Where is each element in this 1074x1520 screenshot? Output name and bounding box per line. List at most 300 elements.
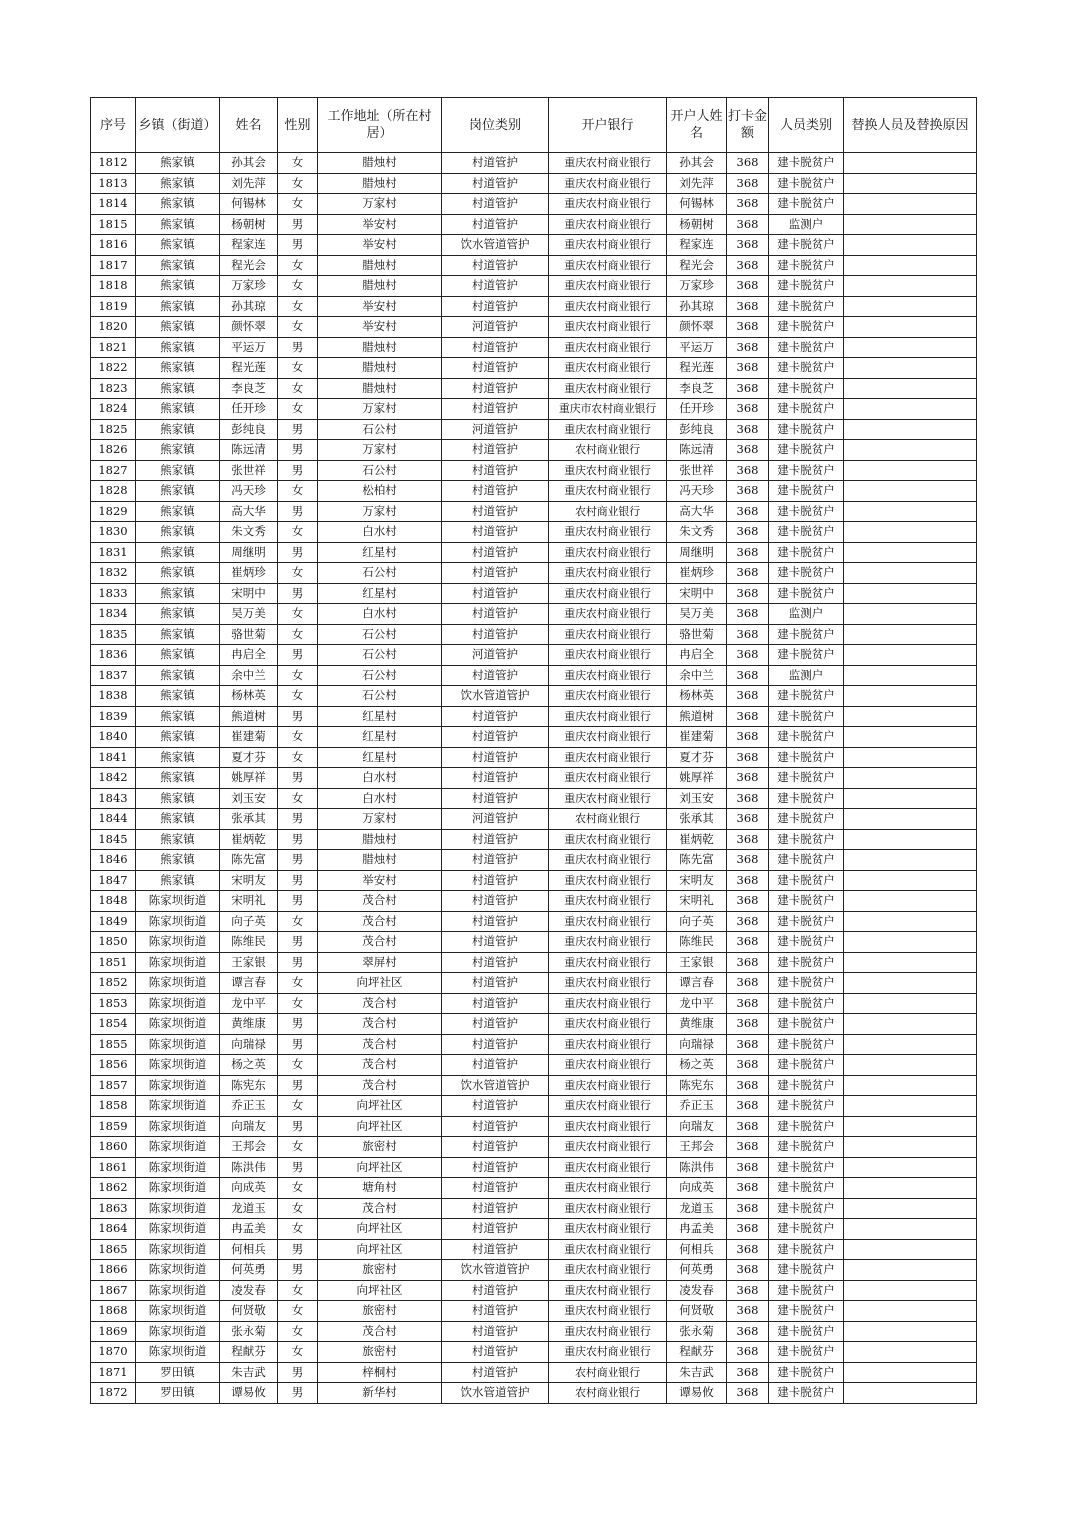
table-row [91, 788, 977, 809]
post-cell: 村道管护 [442, 952, 549, 973]
town-cell: 陈家坝街道 [136, 1137, 220, 1158]
holder-cell: 崔炳乾 [667, 829, 727, 850]
town-cell: 熊家镇 [136, 214, 220, 235]
address-cell: 举安村 [318, 870, 442, 891]
header-cell: 开户人姓名 [667, 98, 727, 153]
category-cell: 建卡脱贫户 [769, 1198, 844, 1219]
replacement-cell [844, 993, 977, 1014]
table-row [91, 440, 977, 461]
holder-cell: 程家连 [667, 235, 727, 256]
category-cell: 建卡脱贫户 [769, 296, 844, 317]
town-cell: 熊家镇 [136, 440, 220, 461]
name-cell: 张世祥 [220, 460, 278, 481]
name-cell: 龙中平 [220, 993, 278, 1014]
town-cell: 陈家坝街道 [136, 1014, 220, 1035]
seq-cell: 1869 [91, 1321, 136, 1342]
amount-cell: 368 [727, 522, 769, 543]
name-cell: 王邦会 [220, 1137, 278, 1158]
bank-cell: 重庆农村商业银行 [549, 1342, 667, 1363]
table-row [91, 563, 977, 584]
post-cell: 村道管护 [442, 1157, 549, 1178]
name-cell: 程家连 [220, 235, 278, 256]
replacement-cell [844, 317, 977, 338]
gender-cell: 男 [278, 1157, 318, 1178]
replacement-cell [844, 276, 977, 297]
category-cell: 建卡脱贫户 [769, 706, 844, 727]
bank-cell: 重庆农村商业银行 [549, 891, 667, 912]
replacement-cell [844, 1014, 977, 1035]
town-cell: 熊家镇 [136, 645, 220, 666]
holder-cell: 陈洪伟 [667, 1157, 727, 1178]
name-cell: 凌发春 [220, 1280, 278, 1301]
town-cell: 陈家坝街道 [136, 1075, 220, 1096]
post-cell: 村道管护 [442, 276, 549, 297]
replacement-cell [844, 1034, 977, 1055]
replacement-cell [844, 296, 977, 317]
amount-cell: 368 [727, 870, 769, 891]
holder-cell: 平运万 [667, 337, 727, 358]
name-cell: 杨朝树 [220, 214, 278, 235]
category-cell: 建卡脱贫户 [769, 583, 844, 604]
bank-cell: 重庆农村商业银行 [549, 481, 667, 502]
gender-cell: 女 [278, 255, 318, 276]
seq-cell: 1856 [91, 1055, 136, 1076]
town-cell: 陈家坝街道 [136, 1034, 220, 1055]
address-cell: 红星村 [318, 727, 442, 748]
amount-cell: 368 [727, 1157, 769, 1178]
post-cell: 村道管护 [442, 788, 549, 809]
gender-cell: 男 [278, 1014, 318, 1035]
post-cell: 村道管护 [442, 1137, 549, 1158]
replacement-cell [844, 952, 977, 973]
seq-cell: 1839 [91, 706, 136, 727]
amount-cell: 368 [727, 1239, 769, 1260]
category-cell: 建卡脱贫户 [769, 624, 844, 645]
name-cell: 宋明友 [220, 870, 278, 891]
seq-cell: 1867 [91, 1280, 136, 1301]
category-cell: 建卡脱贫户 [769, 829, 844, 850]
gender-cell: 女 [278, 665, 318, 686]
category-cell: 建卡脱贫户 [769, 911, 844, 932]
table-row [91, 624, 977, 645]
seq-cell: 1844 [91, 809, 136, 830]
address-cell: 石公村 [318, 624, 442, 645]
town-cell: 陈家坝街道 [136, 973, 220, 994]
replacement-cell [844, 850, 977, 871]
town-cell: 陈家坝街道 [136, 1198, 220, 1219]
replacement-cell [844, 911, 977, 932]
holder-cell: 崔炳珍 [667, 563, 727, 584]
post-cell: 饮水管道管护 [442, 1383, 549, 1404]
holder-cell: 何英勇 [667, 1260, 727, 1281]
gender-cell: 女 [278, 1280, 318, 1301]
amount-cell: 368 [727, 1055, 769, 1076]
post-cell: 河道管护 [442, 809, 549, 830]
name-cell: 崔炳珍 [220, 563, 278, 584]
gender-cell: 男 [278, 460, 318, 481]
table-row [91, 747, 977, 768]
holder-cell: 彭纯良 [667, 419, 727, 440]
post-cell: 村道管护 [442, 973, 549, 994]
gender-cell: 女 [278, 911, 318, 932]
amount-cell: 368 [727, 911, 769, 932]
name-cell: 乔正玉 [220, 1096, 278, 1117]
bank-cell: 重庆农村商业银行 [549, 768, 667, 789]
gender-cell: 女 [278, 399, 318, 420]
category-cell: 建卡脱贫户 [769, 1157, 844, 1178]
replacement-cell [844, 419, 977, 440]
category-cell: 建卡脱贫户 [769, 235, 844, 256]
gender-cell: 男 [278, 542, 318, 563]
gender-cell: 女 [278, 1301, 318, 1322]
address-cell: 翠屏村 [318, 952, 442, 973]
seq-cell: 1840 [91, 727, 136, 748]
bank-cell: 重庆农村商业银行 [549, 235, 667, 256]
replacement-cell [844, 522, 977, 543]
town-cell: 熊家镇 [136, 235, 220, 256]
town-cell: 熊家镇 [136, 337, 220, 358]
category-cell: 建卡脱贫户 [769, 255, 844, 276]
address-cell: 举安村 [318, 296, 442, 317]
gender-cell: 女 [278, 993, 318, 1014]
holder-cell: 向瑞禄 [667, 1034, 727, 1055]
bank-cell: 重庆农村商业银行 [549, 317, 667, 338]
seq-cell: 1836 [91, 645, 136, 666]
category-cell: 建卡脱贫户 [769, 850, 844, 871]
bank-cell: 重庆农村商业银行 [549, 378, 667, 399]
post-cell: 村道管护 [442, 255, 549, 276]
category-cell: 建卡脱贫户 [769, 952, 844, 973]
post-cell: 村道管护 [442, 440, 549, 461]
category-cell: 建卡脱贫户 [769, 153, 844, 174]
address-cell: 石公村 [318, 563, 442, 584]
name-cell: 陈宪东 [220, 1075, 278, 1096]
address-cell: 旅密村 [318, 1342, 442, 1363]
seq-cell: 1833 [91, 583, 136, 604]
amount-cell: 368 [727, 624, 769, 645]
table-row [91, 173, 977, 194]
replacement-cell [844, 1157, 977, 1178]
bank-cell: 重庆农村商业银行 [549, 727, 667, 748]
amount-cell: 368 [727, 1301, 769, 1322]
replacement-cell [844, 604, 977, 625]
table-row [91, 481, 977, 502]
table-row [91, 1034, 977, 1055]
town-cell: 陈家坝街道 [136, 891, 220, 912]
holder-cell: 杨朝树 [667, 214, 727, 235]
bank-cell: 重庆农村商业银行 [549, 665, 667, 686]
header-cell: 性别 [278, 98, 318, 153]
address-cell: 红星村 [318, 542, 442, 563]
bank-cell: 重庆农村商业银行 [549, 1157, 667, 1178]
holder-cell: 任开珍 [667, 399, 727, 420]
category-cell: 建卡脱贫户 [769, 440, 844, 461]
town-cell: 陈家坝街道 [136, 1055, 220, 1076]
address-cell: 万家村 [318, 399, 442, 420]
table-row [91, 255, 977, 276]
table-row [91, 1157, 977, 1178]
table-row [91, 317, 977, 338]
name-cell: 熊道树 [220, 706, 278, 727]
post-cell: 饮水管道管护 [442, 1075, 549, 1096]
seq-cell: 1847 [91, 870, 136, 891]
post-cell: 村道管护 [442, 891, 549, 912]
bank-cell: 重庆农村商业银行 [549, 1301, 667, 1322]
replacement-cell [844, 768, 977, 789]
holder-cell: 刘玉安 [667, 788, 727, 809]
category-cell: 建卡脱贫户 [769, 1301, 844, 1322]
name-cell: 刘玉安 [220, 788, 278, 809]
holder-cell: 冉启全 [667, 645, 727, 666]
holder-cell: 宋明礼 [667, 891, 727, 912]
gender-cell: 女 [278, 1321, 318, 1342]
amount-cell: 368 [727, 973, 769, 994]
category-cell: 建卡脱贫户 [769, 358, 844, 379]
amount-cell: 368 [727, 706, 769, 727]
bank-cell: 重庆农村商业银行 [549, 829, 667, 850]
name-cell: 朱文秀 [220, 522, 278, 543]
seq-cell: 1838 [91, 686, 136, 707]
amount-cell: 368 [727, 1096, 769, 1117]
amount-cell: 368 [727, 296, 769, 317]
replacement-cell [844, 440, 977, 461]
town-cell: 熊家镇 [136, 665, 220, 686]
holder-cell: 张世祥 [667, 460, 727, 481]
replacement-cell [844, 542, 977, 563]
town-cell: 陈家坝街道 [136, 1178, 220, 1199]
address-cell: 白水村 [318, 768, 442, 789]
table-row [91, 194, 977, 215]
post-cell: 村道管护 [442, 829, 549, 850]
replacement-cell [844, 1055, 977, 1076]
table-row [91, 296, 977, 317]
amount-cell: 368 [727, 153, 769, 174]
seq-cell: 1831 [91, 542, 136, 563]
replacement-cell [844, 870, 977, 891]
gender-cell: 男 [278, 768, 318, 789]
replacement-cell [844, 706, 977, 727]
table-row [91, 583, 977, 604]
post-cell: 村道管护 [442, 1055, 549, 1076]
gender-cell: 女 [278, 563, 318, 584]
bank-cell: 重庆农村商业银行 [549, 583, 667, 604]
name-cell: 王家银 [220, 952, 278, 973]
header-cell: 人员类别 [769, 98, 844, 153]
amount-cell: 368 [727, 255, 769, 276]
post-cell: 村道管护 [442, 850, 549, 871]
replacement-cell [844, 358, 977, 379]
seq-cell: 1861 [91, 1157, 136, 1178]
holder-cell: 骆世菊 [667, 624, 727, 645]
town-cell: 熊家镇 [136, 583, 220, 604]
category-cell: 建卡脱贫户 [769, 1280, 844, 1301]
town-cell: 熊家镇 [136, 460, 220, 481]
replacement-cell [844, 1137, 977, 1158]
name-cell: 陈维民 [220, 932, 278, 953]
address-cell: 石公村 [318, 645, 442, 666]
name-cell: 程光莲 [220, 358, 278, 379]
table-row [91, 460, 977, 481]
gender-cell: 女 [278, 153, 318, 174]
category-cell: 建卡脱贫户 [769, 1034, 844, 1055]
holder-cell: 谭易攸 [667, 1383, 727, 1404]
category-cell: 建卡脱贫户 [769, 542, 844, 563]
seq-cell: 1815 [91, 214, 136, 235]
holder-cell: 程光莲 [667, 358, 727, 379]
bank-cell: 重庆农村商业银行 [549, 542, 667, 563]
address-cell: 向坪社区 [318, 973, 442, 994]
table-row [91, 1321, 977, 1342]
holder-cell: 龙中平 [667, 993, 727, 1014]
name-cell: 彭纯良 [220, 419, 278, 440]
holder-cell: 向瑞友 [667, 1116, 727, 1137]
bank-cell: 重庆农村商业银行 [549, 604, 667, 625]
category-cell: 建卡脱贫户 [769, 1075, 844, 1096]
replacement-cell [844, 255, 977, 276]
gender-cell: 男 [278, 501, 318, 522]
gender-cell: 女 [278, 727, 318, 748]
seq-cell: 1862 [91, 1178, 136, 1199]
replacement-cell [844, 235, 977, 256]
seq-cell: 1829 [91, 501, 136, 522]
replacement-cell [844, 214, 977, 235]
replacement-cell [844, 1280, 977, 1301]
name-cell: 万家珍 [220, 276, 278, 297]
town-cell: 陈家坝街道 [136, 911, 220, 932]
amount-cell: 368 [727, 358, 769, 379]
bank-cell: 农村商业银行 [549, 1362, 667, 1383]
post-cell: 村道管护 [442, 173, 549, 194]
category-cell: 建卡脱贫户 [769, 1342, 844, 1363]
address-cell: 石公村 [318, 460, 442, 481]
address-cell: 腊烛村 [318, 337, 442, 358]
name-cell: 姚厚祥 [220, 768, 278, 789]
gender-cell: 男 [278, 850, 318, 871]
name-cell: 孙其琼 [220, 296, 278, 317]
bank-cell: 重庆农村商业银行 [549, 1178, 667, 1199]
bank-cell: 重庆农村商业银行 [549, 973, 667, 994]
address-cell: 梓桐村 [318, 1362, 442, 1383]
name-cell: 向成英 [220, 1178, 278, 1199]
bank-cell: 重庆农村商业银行 [549, 296, 667, 317]
header-cell: 乡镇（街道） [136, 98, 220, 153]
gender-cell: 男 [278, 1362, 318, 1383]
seq-cell: 1813 [91, 173, 136, 194]
replacement-cell [844, 645, 977, 666]
seq-cell: 1825 [91, 419, 136, 440]
category-cell: 建卡脱贫户 [769, 378, 844, 399]
bank-cell: 重庆农村商业银行 [549, 1075, 667, 1096]
amount-cell: 368 [727, 460, 769, 481]
seq-cell: 1821 [91, 337, 136, 358]
amount-cell: 368 [727, 727, 769, 748]
table-row [91, 891, 977, 912]
replacement-cell [844, 399, 977, 420]
address-cell: 腊烛村 [318, 850, 442, 871]
name-cell: 杨林英 [220, 686, 278, 707]
address-cell: 向坪社区 [318, 1280, 442, 1301]
gender-cell: 女 [278, 1055, 318, 1076]
address-cell: 向坪社区 [318, 1096, 442, 1117]
category-cell: 建卡脱贫户 [769, 1096, 844, 1117]
replacement-cell [844, 173, 977, 194]
town-cell: 熊家镇 [136, 850, 220, 871]
gender-cell: 男 [278, 829, 318, 850]
header-cell: 工作地址（所在村居） [318, 98, 442, 153]
table-row [91, 1116, 977, 1137]
holder-cell: 夏才芬 [667, 747, 727, 768]
town-cell: 陈家坝街道 [136, 1301, 220, 1322]
town-cell: 熊家镇 [136, 809, 220, 830]
town-cell: 陈家坝街道 [136, 1219, 220, 1240]
amount-cell: 368 [727, 542, 769, 563]
post-cell: 村道管护 [442, 194, 549, 215]
bank-cell: 重庆农村商业银行 [549, 1096, 667, 1117]
seq-cell: 1827 [91, 460, 136, 481]
replacement-cell [844, 686, 977, 707]
address-cell: 红星村 [318, 583, 442, 604]
holder-cell: 杨林英 [667, 686, 727, 707]
amount-cell: 368 [727, 173, 769, 194]
gender-cell: 男 [278, 1239, 318, 1260]
amount-cell: 368 [727, 1198, 769, 1219]
seq-cell: 1853 [91, 993, 136, 1014]
seq-cell: 1863 [91, 1198, 136, 1219]
town-cell: 熊家镇 [136, 604, 220, 625]
seq-cell: 1837 [91, 665, 136, 686]
category-cell: 建卡脱贫户 [769, 1116, 844, 1137]
name-cell: 孙其会 [220, 153, 278, 174]
replacement-cell [844, 932, 977, 953]
table-row [91, 727, 977, 748]
table-row [91, 768, 977, 789]
category-cell: 监测户 [769, 604, 844, 625]
amount-cell: 368 [727, 1280, 769, 1301]
address-cell: 石公村 [318, 665, 442, 686]
seq-cell: 1850 [91, 932, 136, 953]
table-row [91, 952, 977, 973]
town-cell: 熊家镇 [136, 788, 220, 809]
name-cell: 谭易攸 [220, 1383, 278, 1404]
post-cell: 村道管护 [442, 1219, 549, 1240]
seq-cell: 1842 [91, 768, 136, 789]
seq-cell: 1832 [91, 563, 136, 584]
holder-cell: 孙其琼 [667, 296, 727, 317]
replacement-cell [844, 1178, 977, 1199]
table-row [91, 1014, 977, 1035]
header-row [91, 98, 977, 153]
holder-cell: 陈远清 [667, 440, 727, 461]
table-row [91, 829, 977, 850]
holder-cell: 乔正玉 [667, 1096, 727, 1117]
name-cell: 冉启全 [220, 645, 278, 666]
address-cell: 向坪社区 [318, 1239, 442, 1260]
address-cell: 白水村 [318, 788, 442, 809]
holder-cell: 冯天珍 [667, 481, 727, 502]
post-cell: 村道管护 [442, 1096, 549, 1117]
table-row [91, 1301, 977, 1322]
post-cell: 村道管护 [442, 1034, 549, 1055]
seq-cell: 1822 [91, 358, 136, 379]
replacement-cell [844, 1321, 977, 1342]
category-cell: 建卡脱贫户 [769, 727, 844, 748]
town-cell: 熊家镇 [136, 481, 220, 502]
amount-cell: 368 [727, 399, 769, 420]
address-cell: 向坪社区 [318, 1219, 442, 1240]
table-row [91, 378, 977, 399]
amount-cell: 368 [727, 1362, 769, 1383]
amount-cell: 368 [727, 768, 769, 789]
